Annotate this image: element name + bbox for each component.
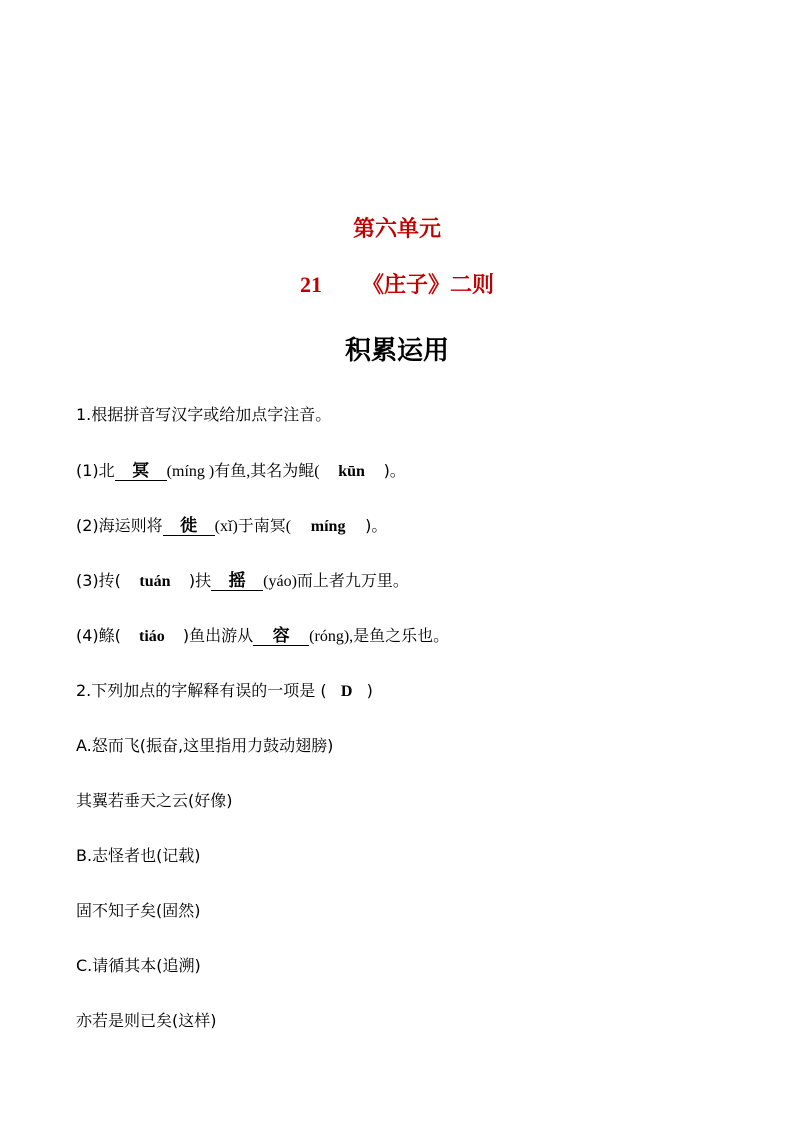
question-1-item-3: [76, 568, 409, 591]
item-prefix: (1)北: [76, 461, 115, 480]
answer-blank: 冥: [115, 462, 167, 481]
answer-blank: 容: [253, 627, 309, 646]
item-middle: (xǐ)于南冥(: [214, 518, 292, 535]
item-prefix: (4)鲦(: [76, 626, 121, 645]
question-2-stem: [76, 678, 373, 701]
question-1-item-2: [76, 513, 387, 536]
choice-answer: D: [340, 683, 353, 700]
item-middle: )扶: [188, 571, 212, 590]
unit-title: 第六单元: [352, 217, 441, 242]
lesson-number: 21: [299, 272, 322, 297]
item-prefix: (3)抟(: [76, 571, 121, 590]
item-middle: (míng )有鱼,其名为鲲(: [166, 463, 320, 480]
pinyin-answer: kūn: [338, 463, 365, 480]
item-suffix: (yáo)而上者九万里。: [263, 573, 409, 590]
question-1-item-4: [76, 623, 449, 646]
option-a-line-1: A.怒而飞(振奋,这里指用力鼓动翅膀): [76, 736, 334, 755]
item-suffix: )。: [365, 516, 388, 535]
option-b-line-2: 固不知子矣(固然): [76, 901, 201, 920]
answer-blank: 徙: [163, 517, 215, 536]
item-prefix: (2)海运则将: [76, 516, 163, 535]
lesson-title: [0, 268, 794, 299]
question-1-item-1: [76, 458, 406, 481]
answer-blank: 摇: [211, 572, 263, 591]
question-1-stem: 1.根据拼音写汉字或给加点字注音。: [76, 405, 332, 424]
stem-close: ): [366, 681, 373, 700]
section-title: 积累运用: [344, 336, 449, 366]
option-c-line-2: 亦若是则已矣(这样): [76, 1011, 217, 1030]
pinyin-answer: tiáo: [139, 628, 165, 645]
option-b-line-1: B.志怪者也(记载): [76, 846, 201, 865]
lesson-name: 《庄子》二则: [361, 273, 494, 298]
pinyin-answer: tuán: [139, 573, 171, 590]
item-suffix: (róng),是鱼之乐也。: [309, 628, 450, 645]
option-c-line-1: C.请循其本(追溯): [76, 956, 201, 975]
question-stem: 2.下列加点的字解释有误的一项是 (: [76, 681, 327, 700]
pinyin-answer: míng: [310, 518, 346, 535]
item-middle: )鱼出游从: [182, 626, 254, 645]
item-suffix: )。: [383, 461, 406, 480]
option-a-line-2: 其翼若垂天之云(好像): [76, 791, 233, 810]
